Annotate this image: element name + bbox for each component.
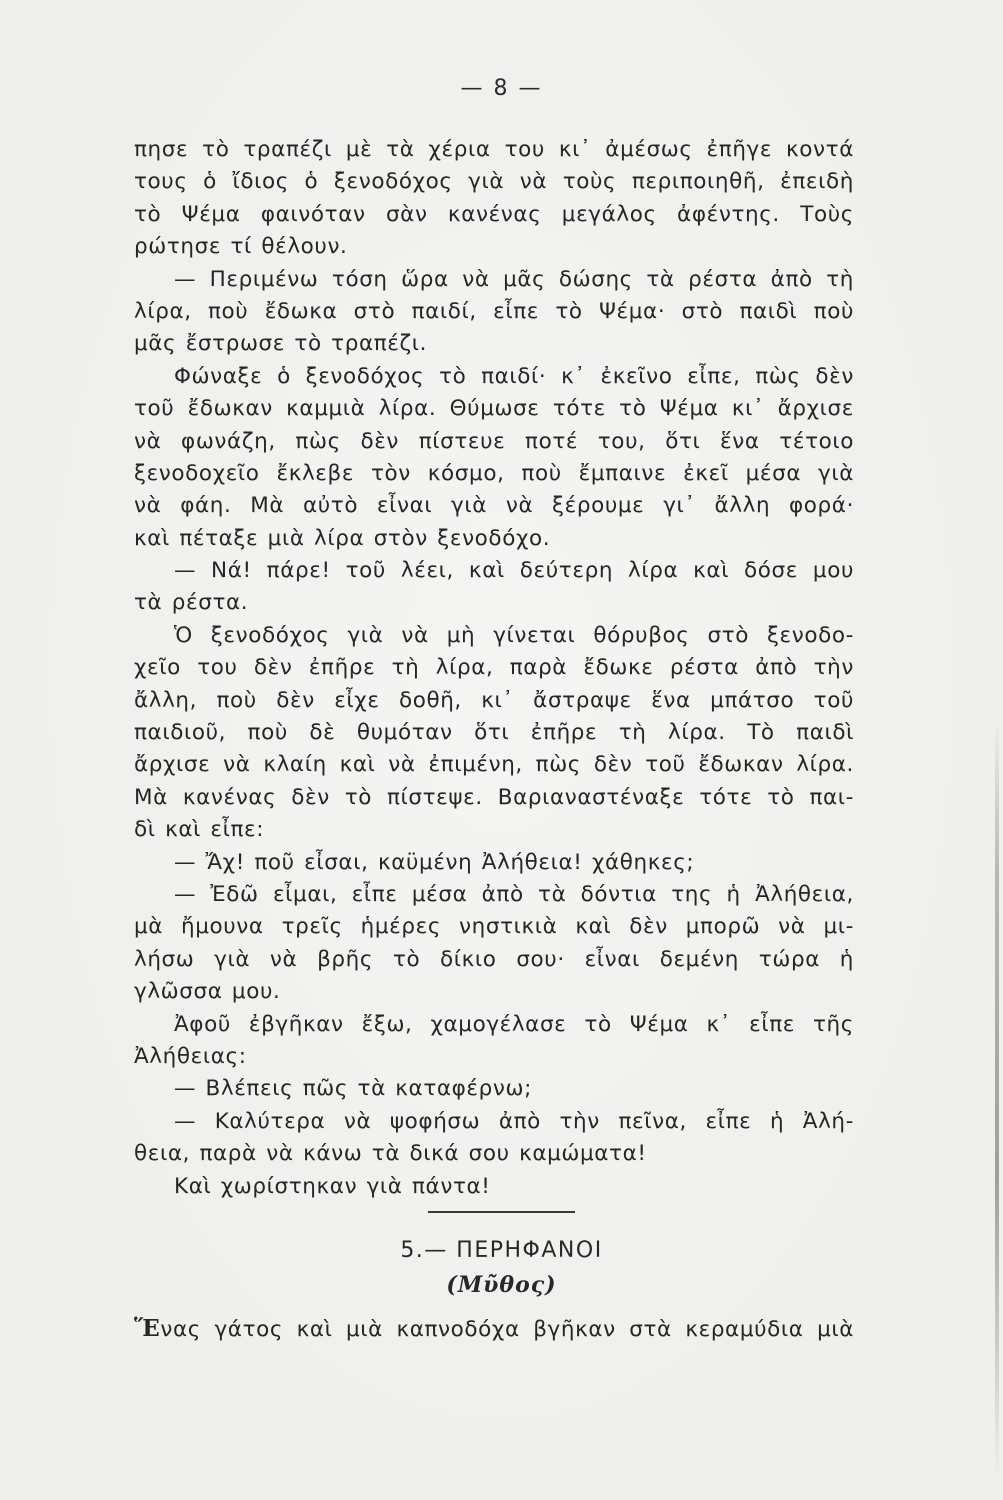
- text-line: Ὁ ξενοδόχος γιὰ νὰ μὴ γίνεται θόρυβος στὸ ξενοδο-: [174, 622, 854, 648]
- text-line: μὰ ἤμουνα τρεῖς ἡμέρες νηστικιὰ καὶ δὲν μπορῶ νὰ μι-: [134, 914, 854, 940]
- section-first-line: [134, 1312, 854, 1346]
- text-line: — Περιμένω τόση ὥρα νὰ μᾶς δώσης τὰ ρέστα ἀπὸ τὴ: [174, 266, 854, 292]
- text-line: καὶ πέταξε μιὰ λίρα στὸν ξενοδόχο.: [134, 525, 551, 551]
- text-line: ἄλλη, ποὺ δὲν εἶχε δοθῆ, κι᾽ ἄστραψε ἕνα μπάτσο τοῦ: [134, 687, 854, 713]
- text-line: παιδιοῦ, ποὺ δὲ θυμόταν ὅτι ἐπῆρε τὴ λίρα. Τὸ παιδὶ: [134, 720, 854, 746]
- text-line: λήσω γιὰ νὰ βρῆς τὸ δίκιο σου· εἶναι δεμένη τώρα ἡ: [134, 946, 854, 972]
- text-line: — Νά! πάρε! τοῦ λέει, καὶ δεύτερη λίρα καὶ δόσε μου: [174, 558, 854, 584]
- section-subtitle: (Μῦθος): [446, 1272, 557, 1298]
- text-line: δὶ καὶ εἶπε:: [134, 817, 265, 843]
- text-line: — Ἄχ! ποῦ εἶσαι, καϋμένη Ἀλήθεια! χάθηκες;: [174, 849, 695, 875]
- section-title: 5.— ΠΕΡΗΦΑΝΟΙ: [400, 1238, 603, 1263]
- text-line: Καὶ χωρίστηκαν γιὰ πάντα!: [174, 1173, 491, 1199]
- text-line: τὸ Ψέμα φαινόταν σὰν κανένας μεγάλος ἀφέντης. Τοὺς: [134, 201, 854, 227]
- text-line: — Βλέπεις πῶς τὰ καταφέρνω;: [174, 1076, 532, 1102]
- page-number: — 8 —: [460, 76, 543, 101]
- story-text: [134, 134, 854, 1203]
- text-line: τους ὁ ἴδιος ὁ ξενοδόχος γιὰ νὰ τοὺς περιποιηθῆ, ἐπειδὴ: [134, 169, 854, 195]
- text-line: — Καλύτερα νὰ ψοφήσω ἀπὸ τὴν πεῖνα, εἶπε ἡ Ἀλή-: [174, 1108, 854, 1134]
- text-line: γλῶσσα μου.: [134, 979, 281, 1005]
- text-line: ἄρχισε νὰ κλαίη καὶ νὰ ἐπιμένη, πὼς δὲν τοῦ ἔδωκαν λίρα.: [134, 752, 854, 778]
- text-line: Μὰ κανένας δὲν τὸ πίστεψε. Βαριαναστέναξε τότε τὸ παι-: [134, 784, 854, 810]
- text-line: ρώτησε τί θέλουν.: [134, 234, 348, 260]
- first-line-text: νας γάτος καὶ μιὰ καπνοδόχα βγῆκαν στὰ κεραμύδια μιὰ: [160, 1317, 854, 1342]
- page-edge-shadow: [995, 720, 999, 1480]
- text-line: Ἀλήθειας:: [134, 1043, 247, 1069]
- text-line: θεια, παρὰ νὰ κάνω τὰ δικά σου καμώματα!: [134, 1141, 647, 1167]
- text-line: τὰ ρέστα.: [134, 590, 249, 616]
- text-line: — Ἐδῶ εἶμαι, εἶπε μέσα ἀπὸ τὰ δόντια της ἡ Ἀλήθεια,: [174, 881, 854, 907]
- text-line: πησε τὸ τραπέζι μὲ τὰ χέρια του κι᾽ ἀμέσως ἐπῆγε κοντά: [134, 137, 854, 162]
- text-line: τοῦ ἔδωκαν καμμιὰ λίρα. Θύμωσε τότε τὸ Ψέμα κι᾽ ἄρχισε: [134, 396, 854, 422]
- text-line: λίρα, ποὺ ἔδωκα στὸ παιδί, εἶπε τὸ Ψέμα· στὸ παιδὶ ποὺ: [134, 298, 854, 324]
- text-line: μᾶς ἔστρωσε τὸ τραπέζι.: [134, 331, 428, 357]
- text-line: χεῖο του δὲν ἐπῆρε τὴ λίρα, παρὰ ἔδωκε ρέστα ἀπὸ τὴν: [134, 655, 854, 681]
- text-line: Ἀφοῦ ἐβγῆκαν ἔξω, χαμογέλασε τὸ Ψέμα κ᾽ εἶπε τῆς: [174, 1011, 854, 1037]
- text-line: νὰ φάη. Μὰ αὐτὸ εἶναι γιὰ νὰ ξέρουμε γι᾽ ἄλλη φορά·: [134, 493, 854, 519]
- section-divider: [428, 1211, 575, 1213]
- initial-letter: Ἕ: [134, 1315, 161, 1342]
- text-line: Φώναξε ὁ ξενοδόχος τὸ παιδί· κ᾽ ἐκεῖνο εἶπε, πὼς δὲν: [174, 363, 854, 389]
- text-line: νὰ φωνάζη, πὼς δὲν πίστευε ποτέ του, ὅτι ἕνα τέτοιο: [134, 428, 854, 454]
- text-line: ξενοδοχεῖο ἔκλεβε τὸν κόσμο, ποὺ ἔμπαινε ἐκεῖ μέσα γιὰ: [134, 460, 854, 486]
